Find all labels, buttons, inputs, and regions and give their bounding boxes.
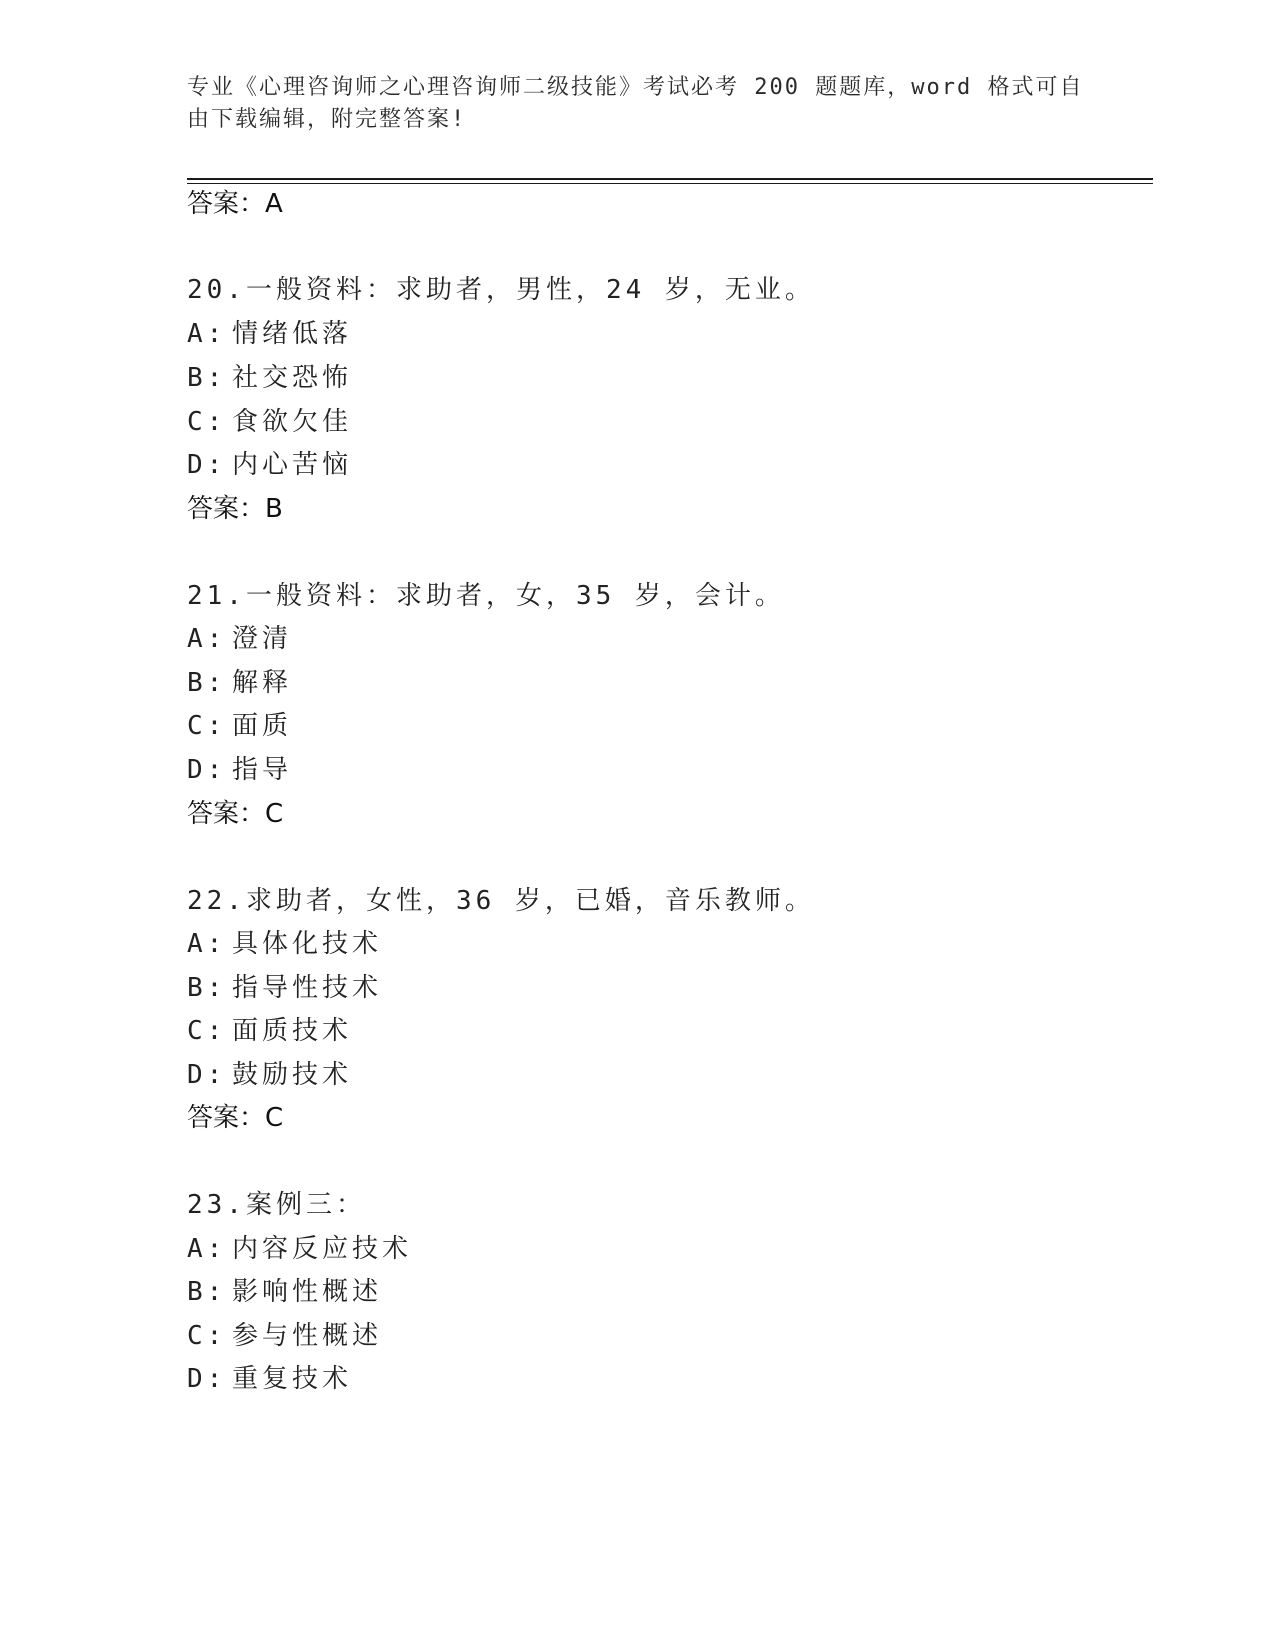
answer-q21: 答案：C	[187, 799, 284, 829]
question-23-option-b	[187, 1274, 382, 1310]
option-letter: D:	[187, 450, 227, 480]
question-20-option-c	[187, 404, 352, 440]
option-letter: A:	[187, 929, 227, 959]
option-letter: A:	[187, 319, 227, 349]
option-letter: C:	[187, 407, 227, 437]
option-letter: C:	[187, 711, 227, 741]
question-21-option-b	[187, 665, 292, 701]
question-21-option-a	[187, 621, 292, 657]
option-letter: C:	[187, 1321, 227, 1351]
option-text: 澄清	[232, 624, 293, 654]
question-21-option-d	[187, 752, 292, 788]
question-20-stem: 20.一般资料：求助者，男性，24 岁，无业。	[187, 275, 815, 305]
question-23-option-a	[187, 1231, 412, 1267]
question-22-stem: 22.求助者，女性，36 岁，已婚，音乐教师。	[187, 886, 815, 916]
question-20-option-a	[187, 316, 352, 352]
option-text: 影响性概述	[232, 1277, 383, 1307]
document-page	[187, 0, 1153, 1650]
option-text: 参与性概述	[232, 1321, 383, 1351]
option-text: 指导	[232, 755, 293, 785]
option-text: 面质技术	[232, 1016, 353, 1046]
option-letter: B:	[187, 668, 227, 698]
question-23-option-c	[187, 1318, 382, 1354]
option-text: 内心苦恼	[232, 450, 353, 480]
question-23-stem: 23.案例三：	[187, 1190, 366, 1220]
option-letter: D:	[187, 755, 227, 785]
option-text: 内容反应技术	[232, 1234, 413, 1264]
option-letter: D:	[187, 1060, 227, 1090]
question-23-option-d	[187, 1361, 352, 1397]
option-text: 食欲欠佳	[232, 407, 353, 437]
option-text: 具体化技术	[232, 929, 383, 959]
question-22-option-c	[187, 1013, 352, 1049]
question-22-option-b	[187, 970, 382, 1006]
option-text: 重复技术	[232, 1364, 353, 1394]
option-letter: B:	[187, 363, 227, 393]
question-20-option-b	[187, 360, 352, 396]
option-letter: A:	[187, 1234, 227, 1264]
question-21-option-c	[187, 708, 292, 744]
question-21-stem: 21.一般资料：求助者，女，35 岁，会计。	[187, 581, 785, 611]
answer-q22: 答案：C	[187, 1103, 284, 1133]
option-text: 社交恐怖	[232, 363, 353, 393]
option-text: 解释	[232, 668, 293, 698]
option-text: 面质	[232, 711, 293, 741]
option-text: 鼓励技术	[232, 1060, 353, 1090]
option-letter: C:	[187, 1016, 227, 1046]
document-header: 专业《心理咨询师之心理咨询师二级技能》考试必考 200 题题库，word 格式可自由下载编辑，附完整答案!	[187, 75, 1084, 132]
option-letter: B:	[187, 973, 227, 1003]
answer-prev: 答案：A	[187, 189, 283, 219]
header-rule-thin	[187, 183, 1153, 184]
option-text: 情绪低落	[232, 319, 353, 349]
option-letter: A:	[187, 624, 227, 654]
option-text: 指导性技术	[232, 973, 383, 1003]
question-22-option-a	[187, 926, 382, 962]
option-letter: D:	[187, 1364, 227, 1394]
question-20-option-d	[187, 447, 352, 483]
answer-q20: 答案：B	[187, 494, 283, 524]
option-letter: B:	[187, 1277, 227, 1307]
question-22-option-d	[187, 1057, 352, 1093]
header-rule-thick	[187, 178, 1153, 180]
